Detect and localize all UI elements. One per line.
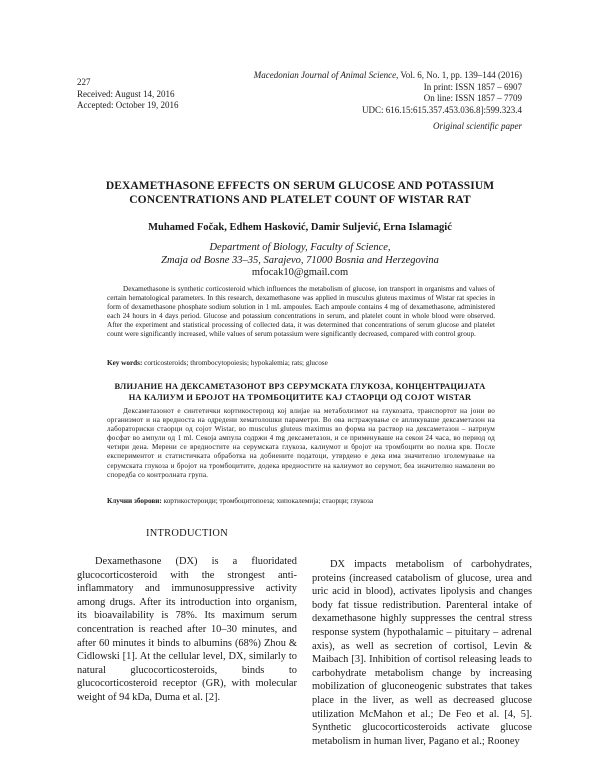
journal-line [254, 70, 522, 82]
keywords-mk-text: кортикостероиди; тромбоцитопоеза; хипокалемија; стаорци; глукоза [161, 497, 374, 505]
keywords-en-text: corticosteroids; thrombocytopoiesis; hypokalemia; rats; glucose [142, 359, 328, 367]
abstract-en-text: Dexamethasone is synthetic corticosteroid which influences the metabolism of glucose, ion transport in organisms and values of certain hematological parameters. In this research, dexamethasone was applied in musculus gluteus maximus of Wistar rat species in form of dexamethasone phosphate sodium solution in 1 mL ampoules. Each ampoule contains 4 mg of dexamethasone, administered each 24 hours in 4 days period. Glucose and potassium concentrations in serum, and platelet count in whole blood were observed. After the experiment and statistical processing of collected data, it was determined that concentrations of serum glucose and platelet count were significantly increased, while values of serum potassium were significantly decreased, compared with control group. [107, 285, 495, 339]
accepted-date: Accepted: October 19, 2016 [77, 100, 179, 110]
header-right [254, 70, 522, 116]
title-line-1: DEXAMETHASONE EFFECTS ON SERUM GLUCOSE AND POTASSIUM [105, 180, 495, 192]
title-mk-line-2: НА КАЛИУМ И БРОЈОТ НА ТРОМБОЦИТИТЕ КАЈ СТАОРЦИ ОД СОЈОТ WISTAR [128, 393, 472, 402]
intro-column-right [312, 558, 532, 748]
keywords-mk [107, 497, 495, 505]
issn-print: In print: ISSN 1857 – 6907 [423, 81, 522, 92]
paper-type: Original scientific paper [433, 121, 522, 131]
abstract-mk [107, 407, 495, 480]
article-title [70, 179, 530, 207]
affiliation [70, 242, 530, 280]
header-left [77, 77, 178, 112]
title-line-2: CONCENTRATIONS AND PLATELET COUNT OF WISTAR RAT [129, 194, 471, 206]
keywords-mk-label: Клучни зборови: [107, 497, 162, 505]
page-number: 227 [77, 77, 91, 87]
affiliation-line-1: Department of Biology, Faculty of Science, [209, 242, 391, 253]
volume-info: , Vol. 6, No. 1, pp. 139–144 (2016) [396, 70, 522, 80]
issn-online: On line: ISSN 1857 – 7709 [423, 93, 522, 103]
intro-column-left [77, 555, 297, 705]
abstract-en [107, 285, 495, 340]
abstract-mk-text: Дексаметазонот е синтетички кортикостероид кој влијае на метаболизмот на глукозата, транспортот на јони во организмот и на вредноста на одредени хематолошки параметри. Во ова истражување се апликуваше дексаметазон на лабораториски стаорци од сојот Wistar, во musculus gluteus maximus во форма на раствор на дексаметазон – натриум фосфат во ампули од 1 ml. Секоја ампула содржи 4 mg дексаметазон, и се применуваше на секои 24 часа, во период од четири дена. Мерени се вредностите на серумската глукоза, калиумот и бројот на тромбоцити во полна крв. После експериментот и статистичката обработка на добиените податоци, утврдено е дека има значително зголемување на серумската глукоза и бројот на тромбоцитите, додека вредностите на калиумот во серумот, беа значително намалени во споредба со контролната група. [107, 407, 495, 479]
affiliation-line-2: Zmaja od Bosne 33–35, Sarajevo, 71000 Bosnia and Herzegovina [161, 254, 439, 266]
received-date: Received: August 14, 2016 [77, 88, 175, 99]
keywords-en-label: Key words: [107, 359, 143, 367]
intro-right-text: DX impacts metabolism of carbohydrates, proteins (increased catabolism of glucose, urea and uric acid in blood), activates lipolysis and changes body fat tissue redistribution. Parenteral intake of dexamethasone highly suppresses the central stress response system (hypothalamic – pituitary – adrenal axis), as well as secretion of cortisol, Levin & Maibach [3]. Inhibition of cortisol releasing leads to carbohydrate metabolism change by increasing mobilization of gluconeogenic substrates that takes place in the liver, as well as decreased glucose utilization McMahon et al.; De Feo et al. [4, 5]. Synthetic glucocorticosteroids activate glucose metabolism in human liver, Pagano et al.; Rooney [312, 559, 532, 747]
introduction-heading: INTRODUCTION [145, 528, 229, 539]
journal-name: Macedonian Journal of Animal Science [253, 70, 397, 80]
title-mk-line-1: ВЛИЈАНИЕ НА ДЕКСАМЕТАЗОНОТ ВРЗ СЕРУМСКАТА ГЛУКОЗА, КОНЦЕНТРАЦИЈАТА [114, 382, 486, 391]
keywords-en [107, 359, 495, 367]
author-email: mfocak10@gmail.com [251, 267, 349, 278]
intro-left-text: Dexamethasone (DX) is a fluoridated glucocorticosteroid with the strongest anti-inflammatory and immunosuppressive activity among drugs. After its introduction into organism, its bioavailability is 78%. Its maximum serum concentration is reached after 10–30 minutes, and after 60 minutes it binds to albumins (68%) Zhou & Cidlowski [1]. At the cellular level, DX, similarly to natural glucocorticosteroids, binds to glucocorticosteroid receptor (GR), with molecular weight of 94 kDa, Duma et al. [2]. [77, 556, 297, 703]
udc-code: UDC: 616.15:615.357.453.036.8]:599.323.4 [361, 104, 522, 115]
title-mk [85, 381, 515, 403]
authors: Muhamed Fočak, Edhem Hasković, Damir Suljević, Erna Islamagić [148, 222, 452, 233]
